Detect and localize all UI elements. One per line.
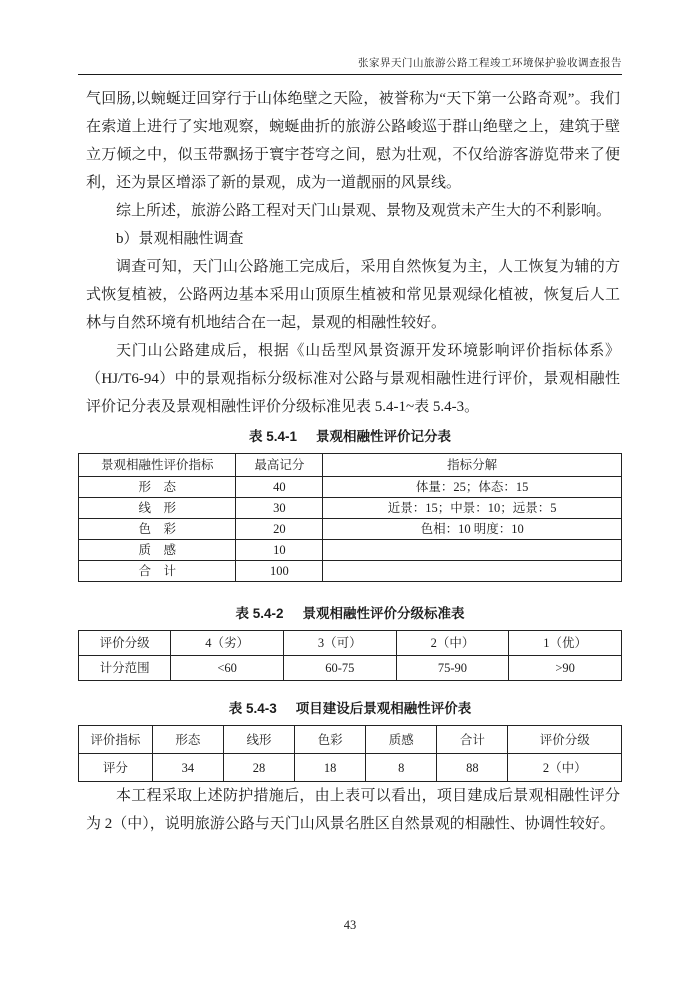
table-cell: <60 <box>171 656 284 681</box>
table-caption-title: 项目建设后景观相融性评价表 <box>295 701 472 716</box>
section-heading-b: b）景观相融性调查 <box>116 231 244 247</box>
table-row <box>79 519 622 540</box>
table-cell: 34 <box>152 754 223 782</box>
table-cell: 线形 <box>223 726 294 754</box>
table-grading-standard <box>78 630 622 681</box>
table-cell: 合计 <box>437 726 508 754</box>
table-cell: 评价分级 <box>508 726 622 754</box>
table-cell: 1（优） <box>509 631 622 656</box>
table-row <box>79 540 622 561</box>
table-cell: 88 <box>437 754 508 782</box>
table-caption-label: 表 5.4-1 <box>249 429 298 444</box>
table-cell: 2（中） <box>396 631 509 656</box>
table-cell: 30 <box>236 498 323 519</box>
paragraph-conclusion: 本工程采取上述防护措施后，由上表可以看出，项目建成后景观相融性评分为 2（中），说明旅游公路与天门山风景名胜区自然景观的相融性、协调性较好。 <box>86 788 620 832</box>
table-cell: 质感 <box>366 726 437 754</box>
table-scoring <box>78 453 622 582</box>
page-number <box>0 918 700 933</box>
table-caption-5-4-2 <box>78 604 622 624</box>
table-cell: 100 <box>236 561 323 582</box>
paragraph-continuation: 气回肠,以蜿蜒迂回穿行于山体绝壁之天险，被誉称为“天下第一公路奇观”。我们在索道上进行了实地观察，蜿蜒曲折的旅游公路峻巡于群山绝壁之上，建筑于壁立万倾之中，似玉带飘扬于寰宇苍穹之间，慰为壮观，不仅给游客游览带来了便利，还为景区增添了新的景观，成为一道靓丽的风景线。 <box>86 91 620 191</box>
table-caption-title: 景观相融性评价记分表 <box>315 429 451 444</box>
table-row <box>79 726 622 754</box>
running-header <box>78 55 622 75</box>
table-cell: 18 <box>295 754 366 782</box>
table-cell: 评价指标 <box>79 726 153 754</box>
table-cell: 评价分级 <box>79 631 171 656</box>
paragraph-summary: 综上所述，旅游公路工程对天门山景观、景物及观赏未产生大的不利影响。 <box>116 203 612 219</box>
table-post-construction-eval <box>78 725 622 782</box>
table-row <box>79 754 622 782</box>
table-cell <box>323 540 622 561</box>
table-cell: 色彩 <box>295 726 366 754</box>
table-cell: 形态 <box>152 726 223 754</box>
table-cell: 色相：10 明度：10 <box>323 519 622 540</box>
table-row <box>79 561 622 582</box>
table-cell: 形 态 <box>79 477 236 498</box>
table-caption-5-4-3 <box>78 699 622 719</box>
table-header-cell: 最高记分 <box>236 454 323 477</box>
table-cell: 体量：25；体态：15 <box>323 477 622 498</box>
paragraph-survey: 调查可知，天门山公路施工完成后，采用自然恢复为主，人工恢复为辅的方式恢复植被，公路两边基本采用山顶原生植被和常见景观绿化植被，恢复后人工林与自然环境有机地结合在一起，景观的相融性较好。 <box>86 259 620 331</box>
table-cell: 4（劣） <box>171 631 284 656</box>
page-content <box>78 85 622 838</box>
table-cell: 10 <box>236 540 323 561</box>
table-cell <box>323 561 622 582</box>
table-caption-label: 表 5.4-3 <box>228 701 277 716</box>
table-row <box>79 656 622 681</box>
table-header-row <box>79 454 622 477</box>
table-cell: 20 <box>236 519 323 540</box>
running-header-title: 张家界天门山旅游公路工程竣工环境保护验收调查报告 <box>358 58 622 69</box>
table-caption-label: 表 5.4-2 <box>235 606 284 621</box>
table-cell: 近景：15；中景：10；远景：5 <box>323 498 622 519</box>
table-cell: 评分 <box>79 754 153 782</box>
table-caption-5-4-1 <box>78 427 622 447</box>
table-cell: >90 <box>509 656 622 681</box>
table-cell: 线 形 <box>79 498 236 519</box>
page-number-value: 43 <box>343 918 357 932</box>
table-caption-title: 景观相融性评价分级标准表 <box>302 606 465 621</box>
table-cell: 75-90 <box>396 656 509 681</box>
table-header-cell: 指标分解 <box>323 454 622 477</box>
table-row <box>79 631 622 656</box>
table-cell: 60-75 <box>283 656 396 681</box>
table-cell: 8 <box>366 754 437 782</box>
table-cell: 色 彩 <box>79 519 236 540</box>
table-cell: 28 <box>223 754 294 782</box>
paragraph-standards: 天门山公路建成后，根据《山岳型风景资源开发环境影响评价指标体系》（HJ/T6-94）中的景观指标分级标准对公路与景观相融性进行评价，景观相融性评价记分表及景观相融性评价分级标准见表 5.4-1~表 5.4-3。 <box>86 343 620 415</box>
table-header-cell: 景观相融性评价指标 <box>79 454 236 477</box>
table-row <box>79 477 622 498</box>
table-cell: 40 <box>236 477 323 498</box>
table-row <box>79 498 622 519</box>
table-cell: 计分范围 <box>79 656 171 681</box>
table-cell: 质 感 <box>79 540 236 561</box>
table-cell: 合 计 <box>79 561 236 582</box>
table-cell: 2（中） <box>508 754 622 782</box>
table-cell: 3（可） <box>283 631 396 656</box>
